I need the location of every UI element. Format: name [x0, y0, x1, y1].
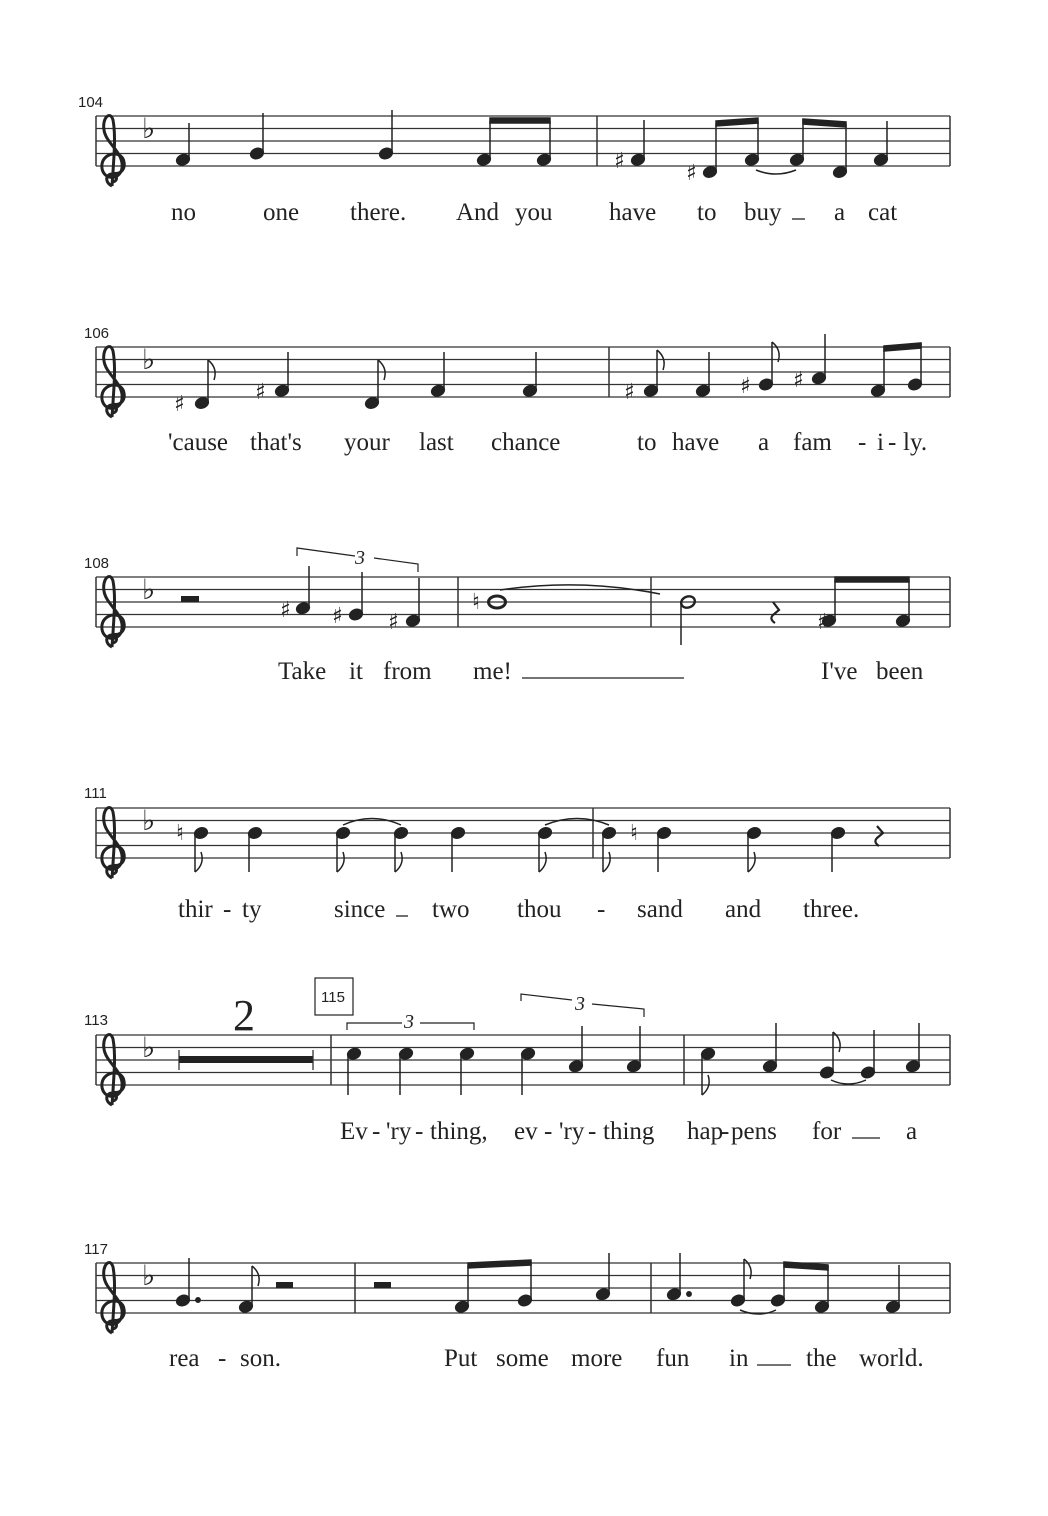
staff-lines: [96, 808, 950, 858]
staff-system-5: [84, 978, 950, 1145]
treble-clef-icon: [102, 115, 124, 186]
notes: [175, 110, 889, 179]
sharp-icon: ♯: [174, 392, 185, 417]
lyric-syllable: to: [637, 429, 657, 456]
lyric-syllable: and: [725, 896, 762, 923]
lyric-syllable: in: [729, 1345, 749, 1372]
flat-icon: ♭: [142, 343, 156, 376]
lyric-syllable: have: [609, 199, 657, 226]
lyric-syllable: you: [515, 199, 553, 226]
lyric-syllable: hap: [687, 1118, 724, 1145]
lyric-syllable: Ev: [340, 1118, 368, 1145]
lyric-syllable: buy: [744, 199, 782, 226]
lyric-syllable: a: [906, 1118, 918, 1145]
lyric-syllable: sand: [637, 896, 683, 923]
tie: [343, 819, 401, 826]
multi-measure-rest: [179, 991, 313, 1070]
lyrics-line: [340, 1118, 917, 1145]
lyric-syllable: cat: [868, 199, 898, 226]
lyric-syllable: -: [218, 1345, 227, 1372]
half-rest: [276, 1282, 293, 1288]
flat-icon: ♭: [142, 1259, 156, 1292]
measure-number: 106: [84, 325, 110, 342]
lyrics-line: [168, 429, 927, 456]
lyric-syllable: me!: [473, 658, 512, 685]
lyric-syllable: there.: [350, 199, 407, 226]
lyric-syllable: that's: [250, 429, 302, 456]
rehearsal-mark: [315, 978, 353, 1015]
lyric-syllable: two: [432, 896, 470, 923]
sharp-icon: ♯: [686, 161, 697, 186]
half-rest: [181, 596, 199, 602]
lyric-syllable: -: [223, 896, 232, 923]
tie: [831, 1080, 866, 1084]
lyric-syllable: thir: [178, 896, 213, 923]
staff-system-1: [78, 94, 950, 226]
lyrics-line: [171, 199, 897, 226]
lyrics-line: [169, 1345, 924, 1372]
treble-clef-icon: [102, 1262, 124, 1333]
treble-clef-icon: [102, 807, 124, 878]
quarter-rest: [875, 826, 883, 846]
quarter-rest: [771, 602, 779, 623]
sharp-icon: ♯: [614, 149, 625, 174]
rehearsal-number: 115: [321, 989, 345, 1006]
treble-clef-icon: [102, 1034, 124, 1105]
lyric-syllable: to: [697, 199, 717, 226]
lyric-syllable: And: [456, 199, 500, 226]
lyrics-line: [178, 896, 859, 923]
sharp-icon: ♯: [740, 374, 751, 399]
natural-icon: ♮: [176, 821, 184, 846]
measure-number: 117: [84, 1241, 108, 1258]
measure-number: 113: [84, 1012, 108, 1029]
lyric-syllable: thing: [603, 1118, 655, 1145]
lyric-syllable: three.: [803, 896, 860, 923]
lyric-syllable: from: [383, 658, 432, 685]
lyric-syllable: pens: [731, 1118, 777, 1145]
staff-lines: [96, 347, 950, 397]
lyrics-line: [278, 658, 924, 685]
lyric-syllable: fun: [656, 1345, 690, 1372]
lyric-syllable: your: [344, 429, 390, 456]
lyric-syllable: ev: [514, 1118, 538, 1145]
sharp-icon: ♯: [255, 380, 266, 405]
lyric-syllable: -: [544, 1118, 553, 1145]
lyric-syllable: I've: [821, 658, 858, 685]
sharp-icon: ♯: [624, 380, 635, 405]
lyric-syllable: 'cause: [168, 429, 229, 456]
staff-system-4: [84, 785, 950, 923]
staff-system-2: [84, 325, 950, 456]
lyric-syllable: 'ry: [559, 1118, 585, 1145]
lyric-syllable: i: [877, 429, 884, 456]
lyric-syllable: son.: [240, 1345, 281, 1372]
lyric-syllable: no: [171, 199, 196, 226]
lyric-syllable: the: [806, 1345, 837, 1372]
staff-system-6: [84, 1241, 950, 1372]
half-rest: [374, 1282, 391, 1288]
measure-number: 104: [78, 94, 104, 111]
tie: [756, 170, 796, 174]
lyric-syllable: since: [334, 896, 386, 923]
lyric-syllable: rea: [169, 1345, 200, 1372]
lyric-syllable: been: [876, 658, 924, 685]
flat-icon: ♭: [142, 573, 156, 606]
multirest-count: 2: [233, 991, 255, 1040]
lyric-syllable: -: [858, 429, 867, 456]
treble-clef-icon: [102, 576, 124, 647]
lyric-syllable: some: [496, 1345, 549, 1372]
lyric-syllable: one: [263, 199, 300, 226]
tie: [545, 819, 609, 826]
tuplet-number: 3: [575, 993, 585, 1015]
lyric-syllable: more: [571, 1345, 623, 1372]
lyric-syllable: a: [758, 429, 770, 456]
sharp-icon: ♯: [388, 610, 399, 635]
sharp-icon: ♯: [793, 368, 804, 393]
lyric-syllable: Put: [444, 1345, 478, 1372]
lyric-syllable: chance: [491, 429, 561, 456]
lyric-syllable: Take: [278, 658, 327, 685]
measure-number: 108: [84, 555, 110, 572]
lyric-syllable: -: [415, 1118, 424, 1145]
lyric-syllable: it: [349, 658, 363, 685]
tuplet-bracket: [347, 1011, 474, 1033]
tuplet-number: 3: [355, 547, 365, 569]
lyric-syllable: have: [672, 429, 720, 456]
lyric-syllable: ly.: [903, 429, 928, 456]
lyric-syllable: -: [372, 1118, 381, 1145]
lyric-syllable: ty: [242, 896, 262, 923]
lyric-syllable: -: [597, 896, 606, 923]
measure-number: 111: [84, 785, 107, 802]
lyric-syllable: for: [812, 1118, 842, 1145]
sharp-icon: ♯: [280, 598, 291, 623]
lyric-syllable: fam: [793, 429, 832, 456]
treble-clef-icon: [102, 346, 124, 417]
flat-icon: ♭: [142, 1031, 156, 1064]
lyric-syllable: a: [834, 199, 846, 226]
sharp-icon: ♯: [817, 610, 828, 635]
staff-system-3: [84, 547, 950, 685]
lyric-syllable: thing,: [430, 1118, 488, 1145]
tuplet-bracket: [297, 547, 418, 572]
sharp-icon: ♯: [332, 604, 343, 629]
lyric-syllable: -: [888, 429, 897, 456]
lyric-syllable: -: [588, 1118, 597, 1145]
flat-icon: ♭: [142, 804, 156, 837]
lyric-syllable: world.: [859, 1345, 924, 1372]
lyric-syllable: 'ry: [386, 1118, 412, 1145]
tuplet-bracket: [521, 993, 644, 1017]
natural-icon: ♮: [472, 590, 480, 615]
lyric-syllable: -: [721, 1118, 730, 1145]
natural-icon: ♮: [630, 821, 638, 846]
tuplet-number: 3: [404, 1011, 414, 1033]
lyric-syllable: last: [419, 429, 454, 456]
lyric-syllable: thou: [517, 896, 562, 923]
notes: [346, 1023, 921, 1095]
flat-icon: ♭: [142, 112, 156, 145]
